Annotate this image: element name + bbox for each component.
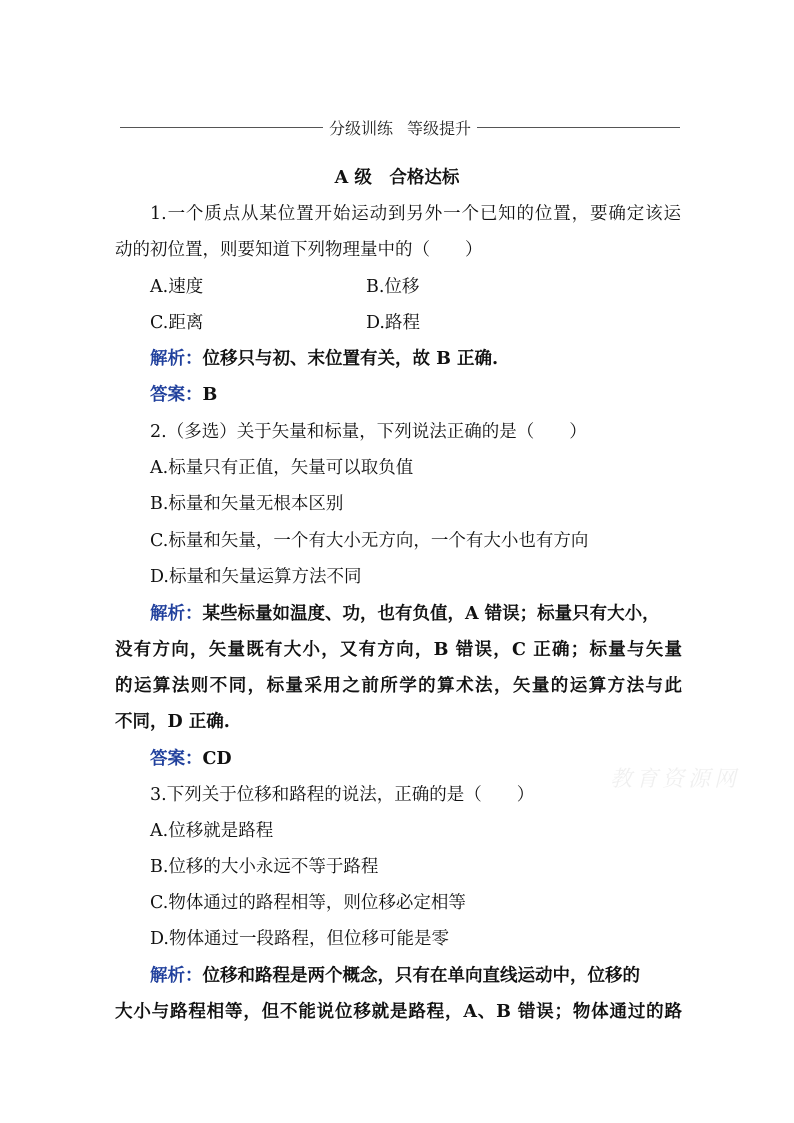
q3-analysis-text-1: 位移和路程是两个概念，只有在单向直线运动中，位移的 (202, 966, 640, 986)
q2-option-a: A.标量只有正值，矢量可以取负值 (150, 458, 414, 478)
q3-analysis-line1 (150, 964, 640, 988)
q2-analysis-text-3: 的运算法则不同，标量采用之前所学的算术法，矢量的运算方法与此 (115, 676, 682, 696)
q3-option-d: D.物体通过一段路程，但位移可能是零 (150, 929, 449, 949)
q2-analysis-label: 解析： (150, 604, 203, 624)
q1-analysis (150, 347, 498, 371)
q1-option-c: C.距离 (150, 313, 204, 333)
q2-option-c: C.标量和矢量，一个有大小无方向，一个有大小也有方向 (150, 531, 589, 551)
q2-analysis-text-1: 某些标量如温度、功，也有负值，A 错误；标量只有大小， (202, 604, 660, 624)
q1-option-a: A.速度 (150, 277, 204, 297)
q1-answer-label: 答案： (150, 385, 203, 405)
q3-option-c: C.物体通过的路程相等，则位移必定相等 (150, 893, 466, 913)
q2-option-d: D.标量和矢量运算方法不同 (150, 567, 362, 587)
q2-analysis-text-2: 没有方向，矢量既有大小，又有方向，B 错误，C 正确；标量与矢量 (115, 640, 682, 660)
q2-analysis-line2 (115, 638, 682, 662)
q3-option-b: B.位移的大小永远不等于路程 (150, 857, 379, 877)
q3-option-a: A.位移就是路程 (150, 821, 274, 841)
q3-stem: 3.下列关于位移和路程的说法，正确的是（ ） (150, 785, 535, 805)
q3-analysis-label: 解析： (150, 966, 203, 986)
q3-analysis-line2 (115, 1000, 682, 1024)
q1-option-d: D.路程 (366, 313, 420, 333)
section-header (120, 116, 680, 138)
header-left-text: 分级训练 (328, 118, 393, 138)
q1-answer-text: B (202, 385, 218, 405)
q1-option-b: B.位移 (366, 277, 420, 297)
header-rule-left (120, 127, 323, 128)
header-rule-right (477, 127, 680, 128)
q1-stem-line1-text: 1.一个质点从某位置开始运动到另外一个已知的位置，要确定该运 (150, 204, 681, 224)
q1-analysis-text: 位移只与初、末位置有关，故 B 正确. (202, 349, 499, 369)
watermark: 教育资源网 (610, 767, 741, 792)
header-text (323, 116, 477, 139)
q2-analysis-line3 (115, 674, 682, 698)
q1-answer (150, 383, 217, 407)
q3-analysis-text-2: 大小与路程相等，但不能说位移就是路程，A、B 错误；物体通过的路 (115, 1002, 682, 1022)
q2-answer-text: CD (202, 749, 232, 769)
q2-answer-label: 答案： (150, 749, 203, 769)
q2-analysis-line1 (150, 602, 660, 626)
q2-answer (150, 747, 232, 771)
q1-stem-line2: 动的初位置，则要知道下列物理量中的（ ） (115, 240, 483, 260)
q2-analysis-line4: 不同，D 正确. (115, 712, 230, 732)
q1-analysis-label: 解析： (150, 349, 203, 369)
q1-stem-line1 (150, 202, 681, 226)
header-right-text: 等级提升 (407, 118, 472, 138)
q2-option-b: B.标量和矢量无根本区别 (150, 494, 344, 514)
q2-stem: 2.（多选）关于矢量和标量，下列说法正确的是（ ） (150, 422, 587, 442)
section-title: A 级 合格达标 (334, 168, 460, 188)
